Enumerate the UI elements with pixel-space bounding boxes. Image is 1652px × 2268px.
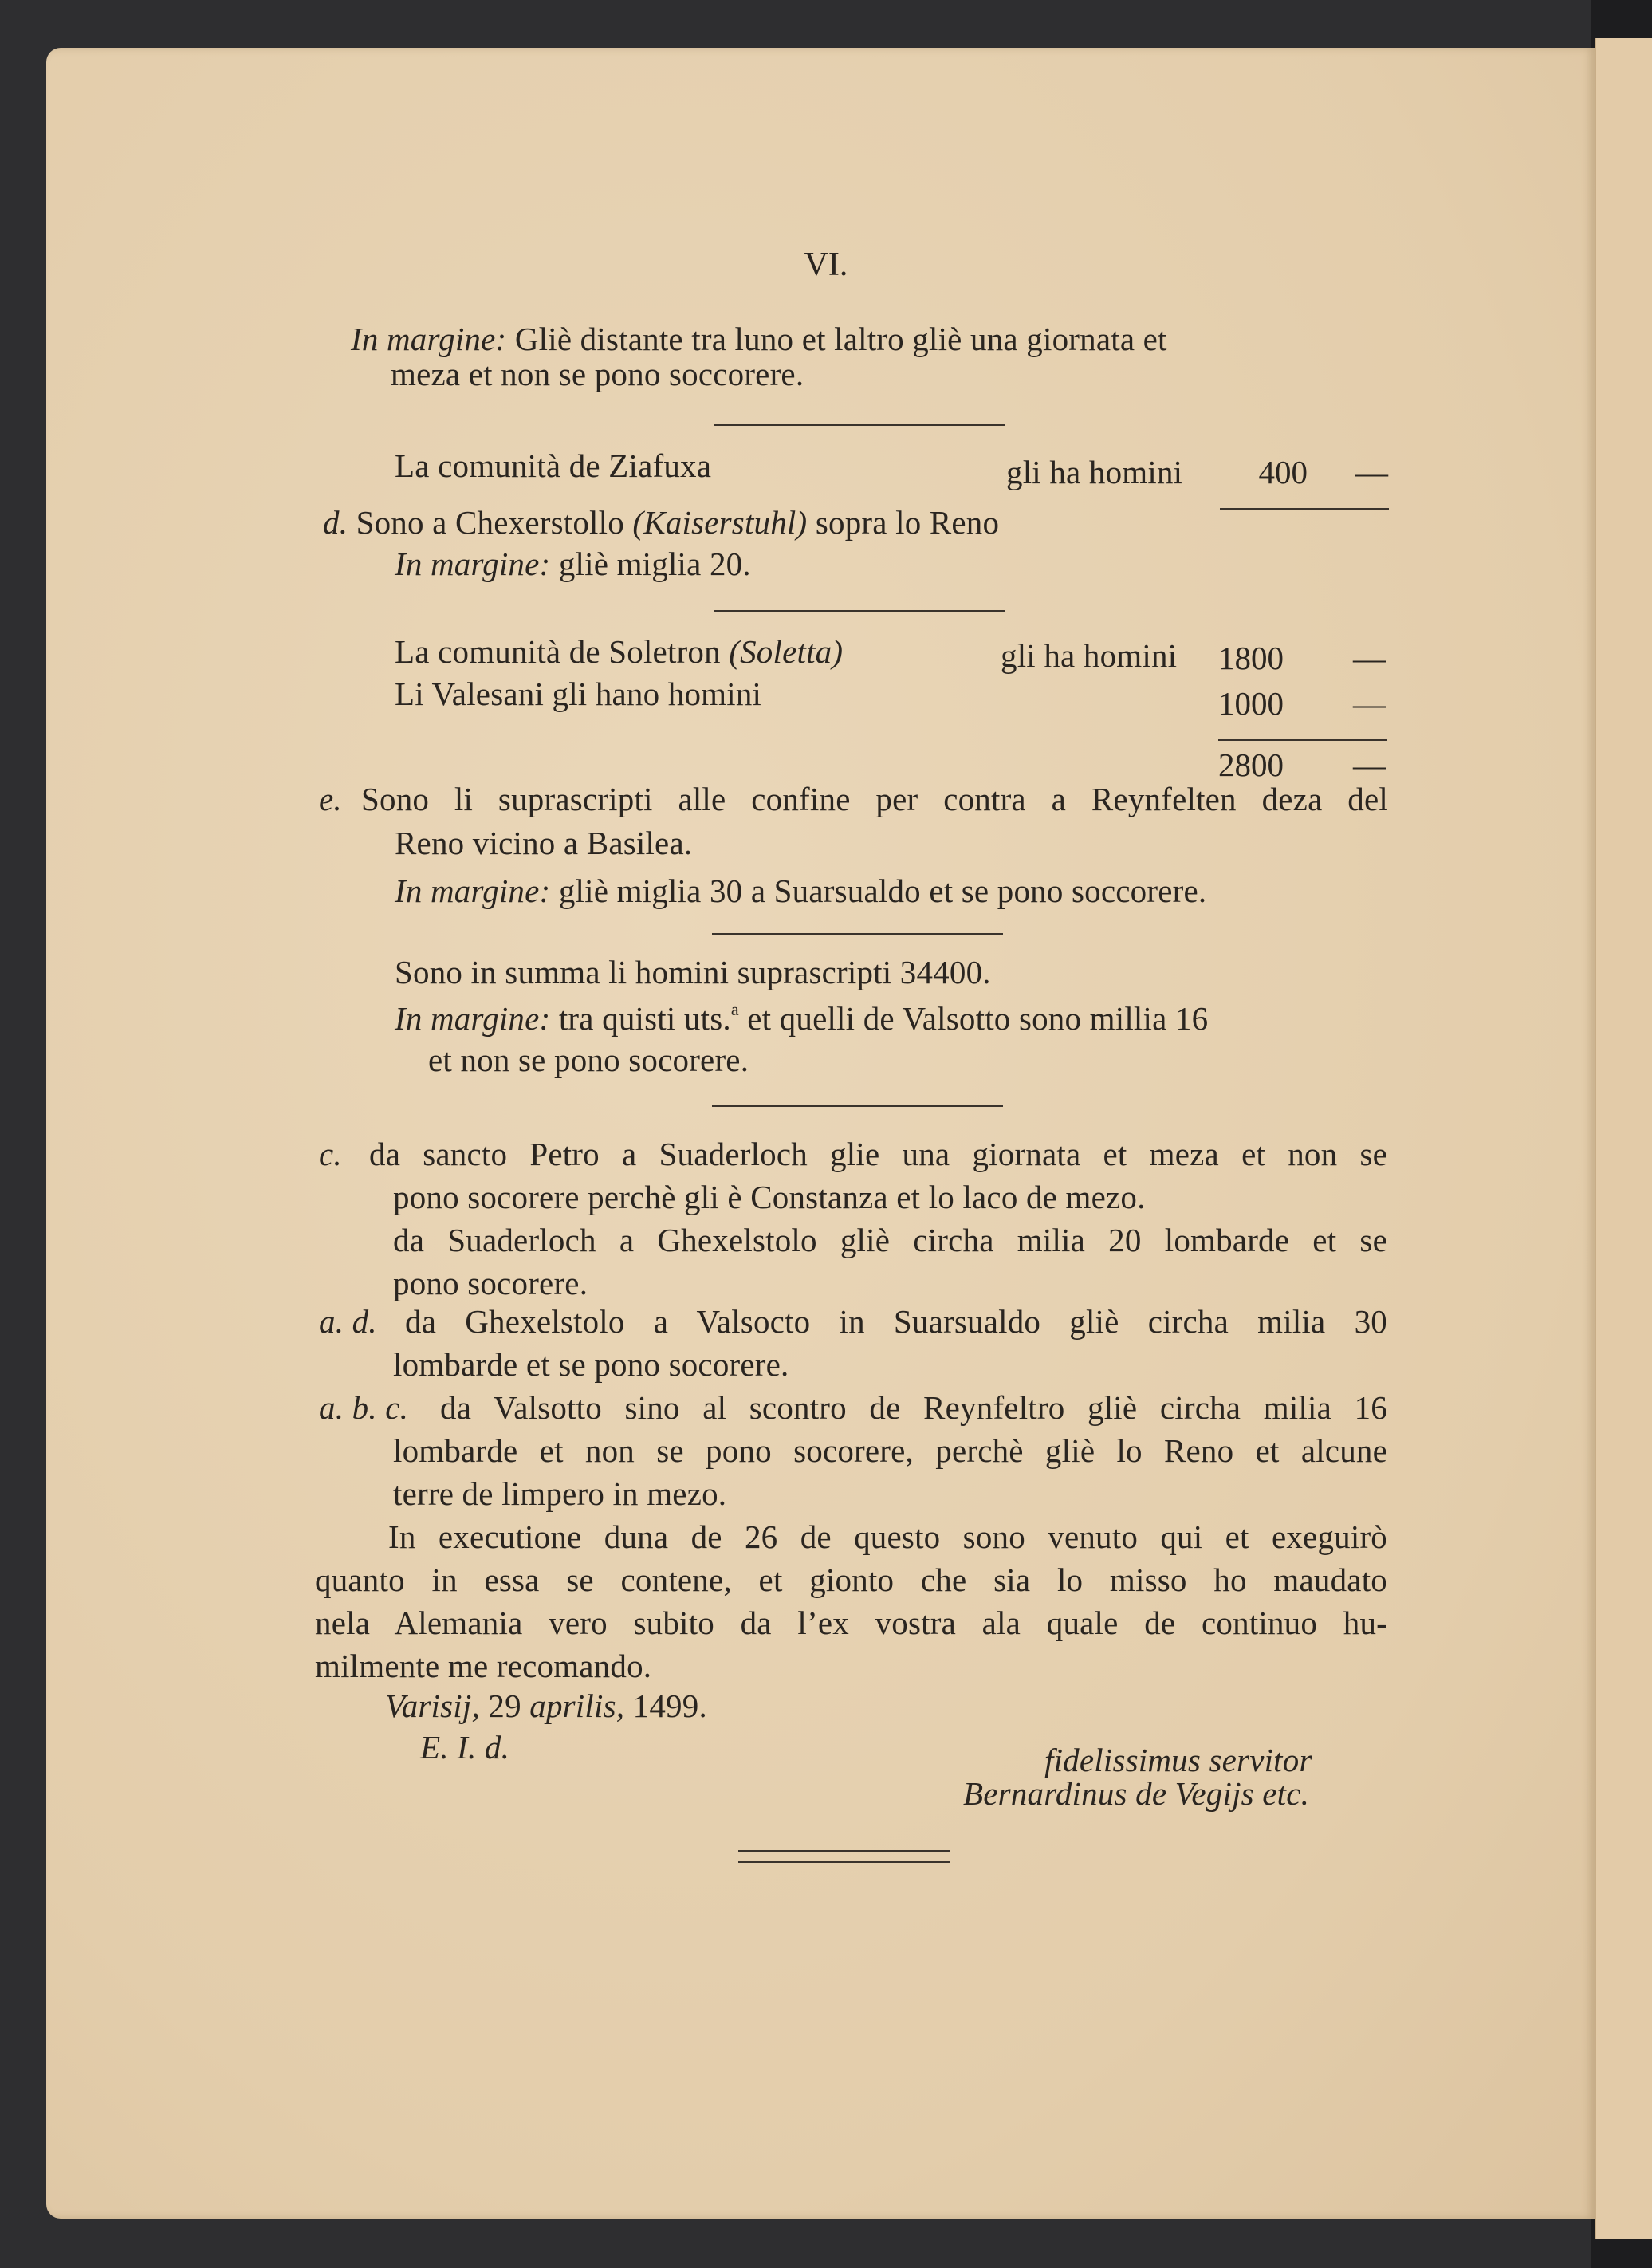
section-rule xyxy=(714,424,1005,426)
entry-value-400: 400 xyxy=(1258,454,1308,490)
italic-place: (Kaiserstuhl) xyxy=(632,504,808,541)
entry-soletron xyxy=(395,630,843,673)
item-e-line1: Sono li suprascripti alle confine per contra a Reynfelten deza del xyxy=(361,781,1388,817)
ref-letter: d. xyxy=(323,504,348,541)
superscript-a: a xyxy=(730,999,739,1019)
ref-c: c. xyxy=(319,1136,342,1172)
text: La comunità de Soletron xyxy=(395,633,730,670)
margin-note xyxy=(395,869,1206,912)
item-ad-line1: da Ghexelstolo a Valsocto in Suarsualdo gliè circha milia 30 xyxy=(405,1303,1387,1340)
entry-dash: — xyxy=(1353,746,1386,783)
margin-note-text: gliè miglia 20. xyxy=(558,545,751,582)
section-rule xyxy=(714,610,1005,612)
entry-dash: — xyxy=(1353,640,1386,676)
in-margine-label: In margine: xyxy=(395,872,551,909)
month: aprilis, xyxy=(529,1687,625,1724)
entry-homini-label: gli ha homini xyxy=(1001,637,1178,674)
signature-line1: fidelissimus servitor xyxy=(1044,1742,1312,1778)
signature-line2: Bernardinus de Vegijs etc. xyxy=(963,1775,1310,1812)
paragraph-line3: nela Alemania vero subito da l’ex vostra ala quale de continuo hu- xyxy=(315,1605,1387,1641)
paragraph-line1: In executione duna de 26 de questo sono venuto qui et exeguirò xyxy=(388,1518,1387,1555)
in-margine-label: In margine: xyxy=(395,545,551,582)
year: 1499. xyxy=(632,1687,707,1724)
margin-note xyxy=(395,542,751,585)
item-abc-line3: terre de limpero in mezo. xyxy=(393,1475,727,1512)
entry-value-1800: 1800 xyxy=(1218,640,1284,676)
item-ad-line2: lombarde et se pono socorere. xyxy=(393,1346,789,1383)
margin-note-text: tra quisti uts. xyxy=(558,1000,731,1037)
end-rule-bottom xyxy=(738,1861,950,1863)
in-margine-label: In margine: xyxy=(395,1000,551,1037)
place: Varisij, xyxy=(385,1687,480,1724)
margin-note-text: et quelli de Valsotto sono millia 16 xyxy=(738,1000,1209,1037)
entry-ziafuxa: La comunità de Ziafuxa xyxy=(395,447,712,484)
margin-note-text: gliè miglia 30 a Suarsualdo et se pono soccorere. xyxy=(558,872,1207,909)
end-rule-top xyxy=(738,1850,950,1852)
italic-place: (Soletta) xyxy=(729,633,844,670)
section-rule xyxy=(712,933,1003,935)
item-c-line2: pono socorere perchè gli è Constanza et lo laco de mezo. xyxy=(393,1179,1146,1215)
item-d xyxy=(323,501,999,544)
entry-valesani: Li Valesani gli hano homini xyxy=(395,675,762,712)
paragraph-line4: milmente me recomando. xyxy=(315,1648,652,1684)
margin-note-continuation: meza et non se pono soccorere. xyxy=(391,356,804,392)
section-heading: VI. xyxy=(804,246,848,283)
place-date xyxy=(385,1684,707,1727)
day: 29 xyxy=(488,1687,521,1724)
margin-note-continuation: et non se pono socorere. xyxy=(428,1041,749,1078)
item-e-ref xyxy=(319,778,342,821)
text: sopra lo Reno xyxy=(807,504,1000,541)
item-e-line2: Reno vicino a Basilea. xyxy=(395,825,693,861)
adjacent-page-edge xyxy=(1595,38,1652,2239)
total-value-2800: 2800 xyxy=(1218,746,1284,783)
margin-note xyxy=(395,997,1387,1040)
paragraph-line2: quanto in essa se contene, et gionto che sia lo misso ho maudato xyxy=(315,1561,1387,1598)
in-margine-label: In margine: xyxy=(351,321,507,357)
entry-dash: — xyxy=(1355,454,1388,490)
initials: E. I. d. xyxy=(420,1729,510,1766)
item-abc-line1: da Valsotto sino al scontro de Reynfeltro gliè circha milia 16 xyxy=(440,1389,1387,1426)
item-abc-line2: lombarde et non se pono socorere, perchè gliè lo Reno et alcune xyxy=(393,1432,1387,1469)
ref-ad: a. d. xyxy=(319,1303,377,1340)
item-c-line1: da sancto Petro a Suaderloch glie una giornata et meza et non se xyxy=(369,1136,1387,1172)
entry-value-1000: 1000 xyxy=(1218,685,1284,722)
item-c-line3: da Suaderloch a Ghexelstolo gliè circha milia 20 lombarde et se xyxy=(393,1222,1387,1258)
text: Sono a Chexerstollo xyxy=(356,504,633,541)
item-c-line4: pono socorere. xyxy=(393,1265,588,1301)
section-rule xyxy=(712,1105,1003,1107)
margin-note-text: Gliè distante tra luno et laltro gliè una giornata et xyxy=(514,321,1167,357)
sum-rule xyxy=(1220,508,1389,510)
entry-homini-label: gli ha homini xyxy=(1006,454,1183,490)
ref-letter: e. xyxy=(319,781,342,817)
entry-dash: — xyxy=(1353,685,1386,722)
ref-abc: a. b. c. xyxy=(319,1389,409,1426)
summa-line: Sono in summa li homini suprascripti 34400. xyxy=(395,954,991,990)
sum-rule xyxy=(1218,739,1387,741)
